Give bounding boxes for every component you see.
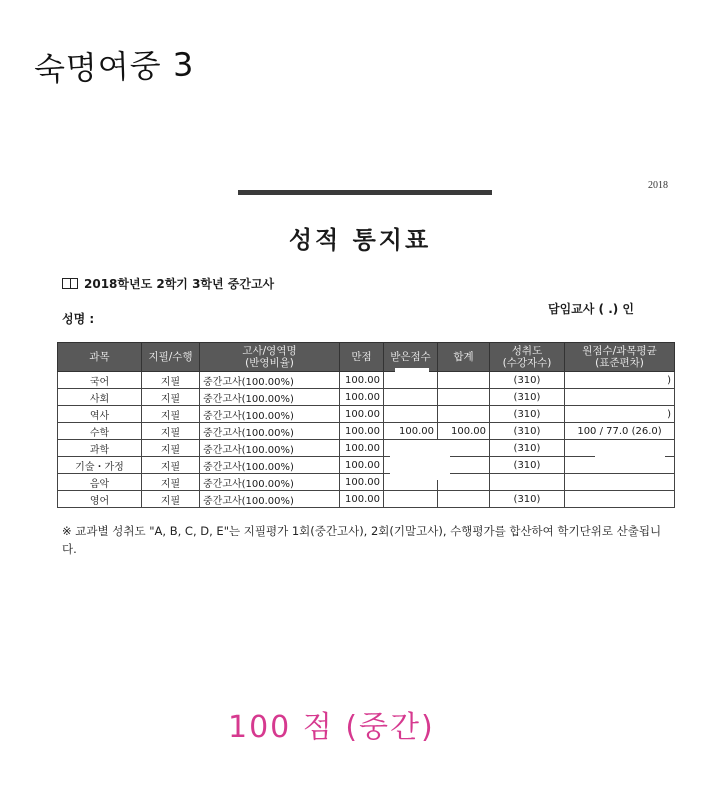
cell-subject: 영어	[58, 491, 142, 508]
cell-total	[438, 491, 490, 508]
cell-exam: 중간고사(100.00%)	[200, 389, 340, 406]
header-achievement: 성취도 (수강자수)	[490, 343, 565, 372]
cell-subject: 과학	[58, 440, 142, 457]
cell-exam: 중간고사(100.00%)	[200, 474, 340, 491]
cell-exam: 중간고사(100.00%)	[200, 440, 340, 457]
header-raw-average: 원점수/과목평균 (표준편차)	[565, 343, 675, 372]
cell-received	[384, 406, 438, 423]
cell-achievement: (310)	[490, 406, 565, 423]
cell-achievement: (310)	[490, 423, 565, 440]
exam-year-semester: 2018학년도 2학기 3학년 중간고사	[84, 277, 275, 291]
handwritten-score-note: 100 점 (중간)	[228, 710, 435, 745]
cell-raw-average: )	[565, 406, 675, 423]
cell-achievement	[490, 474, 565, 491]
redaction-mark	[395, 368, 429, 382]
cell-type: 지필	[142, 372, 200, 389]
redaction-mark	[595, 442, 665, 466]
cell-full-score: 100.00	[340, 491, 384, 508]
cell-total	[438, 372, 490, 389]
table-row	[58, 440, 675, 457]
document-title: 성적 통지표	[288, 226, 432, 254]
cell-raw-average: 100 / 77.0 (26.0)	[565, 423, 675, 440]
exam-info	[62, 275, 274, 292]
table-row	[58, 474, 675, 491]
header-received-score: 받은점수	[384, 343, 438, 372]
cell-full-score: 100.00	[340, 423, 384, 440]
header-exam-area: 고사/영역명 (반영비율)	[200, 343, 340, 372]
cell-type: 지필	[142, 389, 200, 406]
cell-type: 지필	[142, 406, 200, 423]
table-row	[58, 372, 675, 389]
cell-type: 지필	[142, 474, 200, 491]
cell-achievement: (310)	[490, 457, 565, 474]
cell-total	[438, 389, 490, 406]
cell-type: 지필	[142, 457, 200, 474]
cell-total: 100.00	[438, 423, 490, 440]
cell-full-score: 100.00	[340, 406, 384, 423]
cell-subject: 사회	[58, 389, 142, 406]
cell-total	[438, 406, 490, 423]
cell-exam: 중간고사(100.00%)	[200, 491, 340, 508]
cell-full-score: 100.00	[340, 440, 384, 457]
cell-full-score: 100.00	[340, 457, 384, 474]
header-bar	[238, 190, 492, 195]
header-full-score: 만점	[340, 343, 384, 372]
redaction-mark	[390, 440, 450, 480]
cell-full-score: 100.00	[340, 389, 384, 406]
footnote-text: ※ 교과별 성취도 "A, B, C, D, E"는 지필평가 1회(중간고사), 2회(기말고사), 수행평가를 합산하여 학기단위로 산출됩니다.	[62, 524, 662, 556]
cell-raw-average	[565, 491, 675, 508]
cell-raw-average	[565, 474, 675, 491]
student-name-label: 성명 :	[62, 312, 95, 326]
header-subject: 과목	[58, 343, 142, 372]
handwritten-school-note: 숙명여중 3	[33, 45, 195, 89]
table-row	[58, 457, 675, 474]
cell-raw-average	[565, 389, 675, 406]
cell-type: 지필	[142, 423, 200, 440]
table-row	[58, 423, 675, 440]
cell-achievement: (310)	[490, 389, 565, 406]
corner-year: 2018	[648, 180, 668, 191]
cell-received	[384, 389, 438, 406]
cell-received	[384, 491, 438, 508]
cell-type: 지필	[142, 440, 200, 457]
cell-exam: 중간고사(100.00%)	[200, 372, 340, 389]
cell-subject: 기술・가정	[58, 457, 142, 474]
table-row	[58, 406, 675, 423]
book-icon	[62, 278, 78, 289]
cell-type: 지필	[142, 491, 200, 508]
header-total: 합계	[438, 343, 490, 372]
cell-achievement: (310)	[490, 372, 565, 389]
cell-subject: 국어	[58, 372, 142, 389]
cell-exam: 중간고사(100.00%)	[200, 423, 340, 440]
grade-table	[57, 342, 675, 508]
table-row	[58, 491, 675, 508]
cell-received: 100.00	[384, 423, 438, 440]
cell-raw-average: )	[565, 372, 675, 389]
cell-subject: 수학	[58, 423, 142, 440]
cell-full-score: 100.00	[340, 474, 384, 491]
cell-subject: 음악	[58, 474, 142, 491]
cell-achievement: (310)	[490, 491, 565, 508]
cell-achievement: (310)	[490, 440, 565, 457]
table-row	[58, 389, 675, 406]
cell-subject: 역사	[58, 406, 142, 423]
cell-full-score: 100.00	[340, 372, 384, 389]
cell-exam: 중간고사(100.00%)	[200, 457, 340, 474]
table-header-row	[58, 343, 675, 372]
cell-exam: 중간고사(100.00%)	[200, 406, 340, 423]
homeroom-teacher-label: 담임교사 ( .) 인	[548, 302, 635, 316]
header-type: 지필/수행	[142, 343, 200, 372]
